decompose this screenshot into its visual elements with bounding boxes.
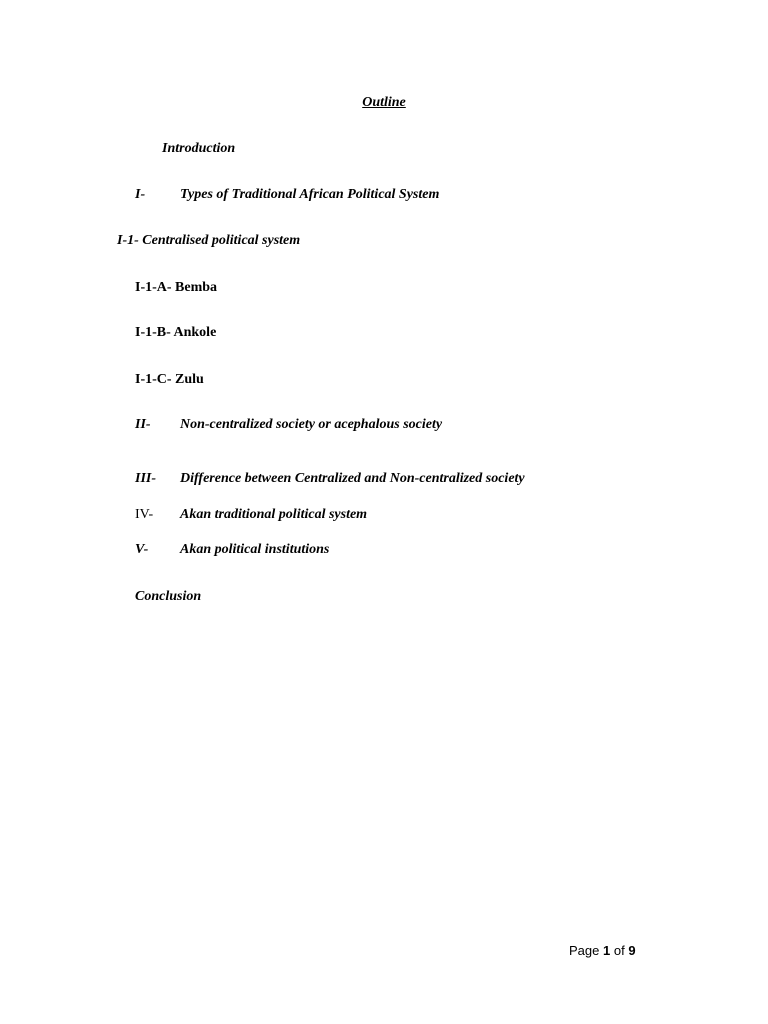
section-number: III- bbox=[135, 471, 157, 486]
section-number: IV- bbox=[135, 507, 154, 522]
section-label: Non-centralized society or acephalous society bbox=[180, 417, 443, 432]
page-title: Outline bbox=[362, 95, 406, 110]
section-number: II- bbox=[135, 417, 151, 432]
outline-section-1 bbox=[135, 186, 439, 204]
section-label: Akan traditional political system bbox=[180, 507, 368, 522]
section-number: I- bbox=[135, 187, 146, 202]
outline-subsection-a: I-1-A- Bemba bbox=[135, 280, 218, 295]
section-number: V- bbox=[135, 542, 149, 557]
footer-total-pages: 9 bbox=[628, 943, 636, 958]
outline-section-4 bbox=[135, 506, 367, 524]
footer-of-word: of bbox=[613, 943, 625, 958]
footer-page-word: Page bbox=[569, 943, 600, 958]
page-number-footer bbox=[569, 943, 636, 958]
footer-current-page: 1 bbox=[603, 943, 611, 958]
outline-section-2 bbox=[135, 416, 442, 434]
outline-section-3 bbox=[135, 470, 525, 488]
outline-conclusion: Conclusion bbox=[135, 589, 202, 604]
section-label: Difference between Centralized and Non-centralized society bbox=[180, 471, 525, 486]
section-label: Types of Traditional African Political System bbox=[180, 187, 440, 202]
outline-subsection-b: I-1-B- Ankole bbox=[135, 325, 217, 340]
outline-section-5 bbox=[135, 541, 329, 559]
outline-introduction: Introduction bbox=[162, 141, 236, 156]
outline-section-1-1: I-1- Centralised political system bbox=[117, 233, 301, 248]
outline-subsection-c: I-1-C- Zulu bbox=[135, 372, 204, 387]
section-label: Akan political institutions bbox=[180, 542, 330, 557]
